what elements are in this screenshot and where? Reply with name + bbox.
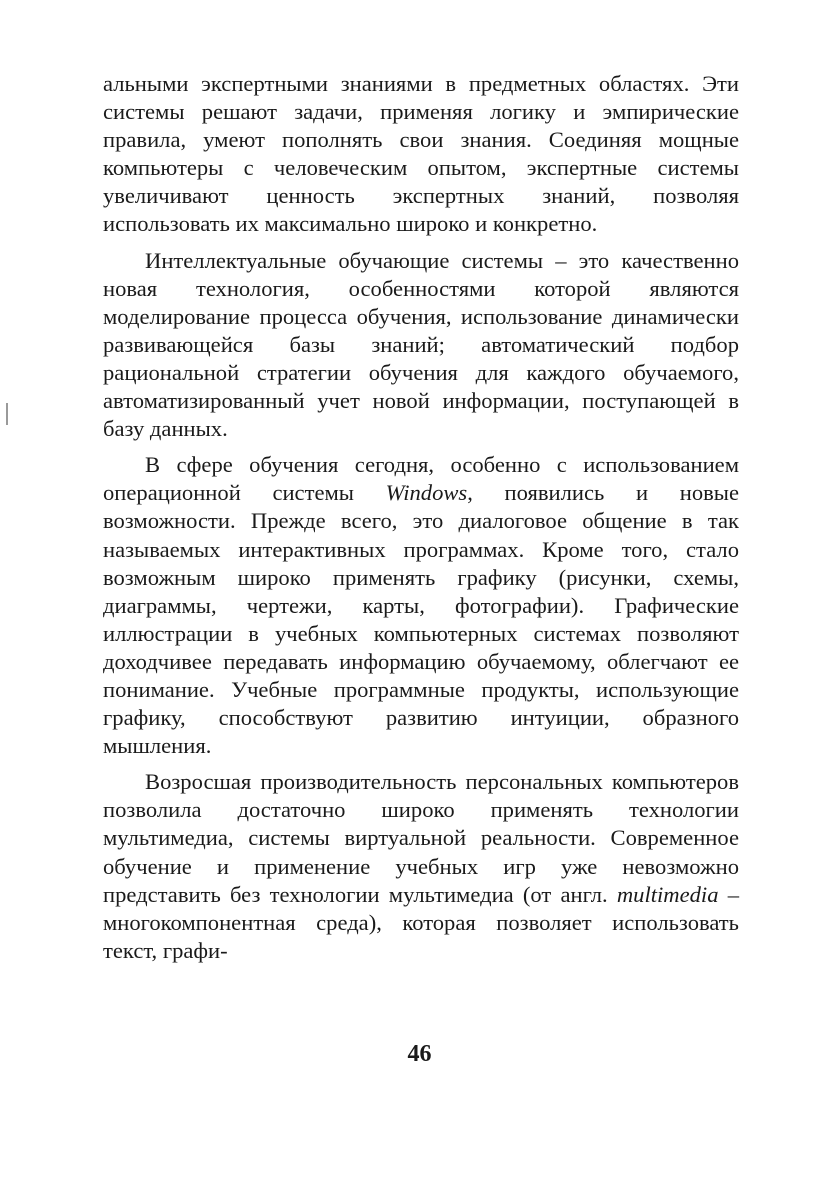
paragraph-4-text-b: – многокомпонентная среда), которая позволяет использовать текст, графи- [103, 881, 739, 963]
paragraph-4-term-multimedia: multimedia [616, 881, 719, 907]
paragraph-2 [103, 247, 739, 444]
page-number: 46 [407, 1041, 432, 1067]
paragraph-3-text-a: В сфере обучения сегодня, особенно с использованием операционной системы [103, 452, 739, 506]
page-body [103, 70, 739, 965]
paragraph-4 [103, 768, 739, 965]
paragraph-4-text-a: Возросшая производительность персональных компьютеров позволила достаточно широко применять технологии мультимедиа, системы виртуальной реальности. Современное обучение и применение учебных игр уже невозможно представить без технологии мультимедиа (от англ. [103, 769, 739, 907]
paragraph-1-text: альными экспертными знаниями в предметных областях. Эти системы решают задачи, применяя логику и эмпирические правила, умеют пополнять свои знания. Соединяя мощные компьютеры с человеческим опытом, экспертные системы увеличивают ценность экспертных знаний, позволяя использовать их максимально широко и конкретно. [103, 71, 739, 237]
paragraph-3-text-b: , появились и новые возможности. Прежде всего, это диалоговое общение в так называемых интерактивных программах. Кроме того, стало возможным широко применять графику (рисунки, схемы, диаграммы, чертежи, карты, фотографии). Графические иллюстрации в учебных компьютерных системах позволяют доходчивее передавать информацию обучаемому, облегчают ее понимание. Учебные программные продукты, использующие графику, способствуют развитию интуиции, образного мышления. [103, 480, 739, 759]
paragraph-2-text: Интеллектуальные обучающие системы – это качественно новая технология, особенностями которой являются моделирование процесса обучения, использование динамически развивающейся базы знаний; автоматический подбор рациональной стратегии обучения для каждого обучаемого, автоматизированный учет новой информации, поступающей в базу данных. [103, 247, 739, 442]
paragraph-3 [103, 451, 739, 760]
paragraph-1 [103, 70, 739, 239]
scan-margin-mark [6, 403, 8, 425]
paragraph-3-term-windows: Windows [385, 480, 468, 506]
